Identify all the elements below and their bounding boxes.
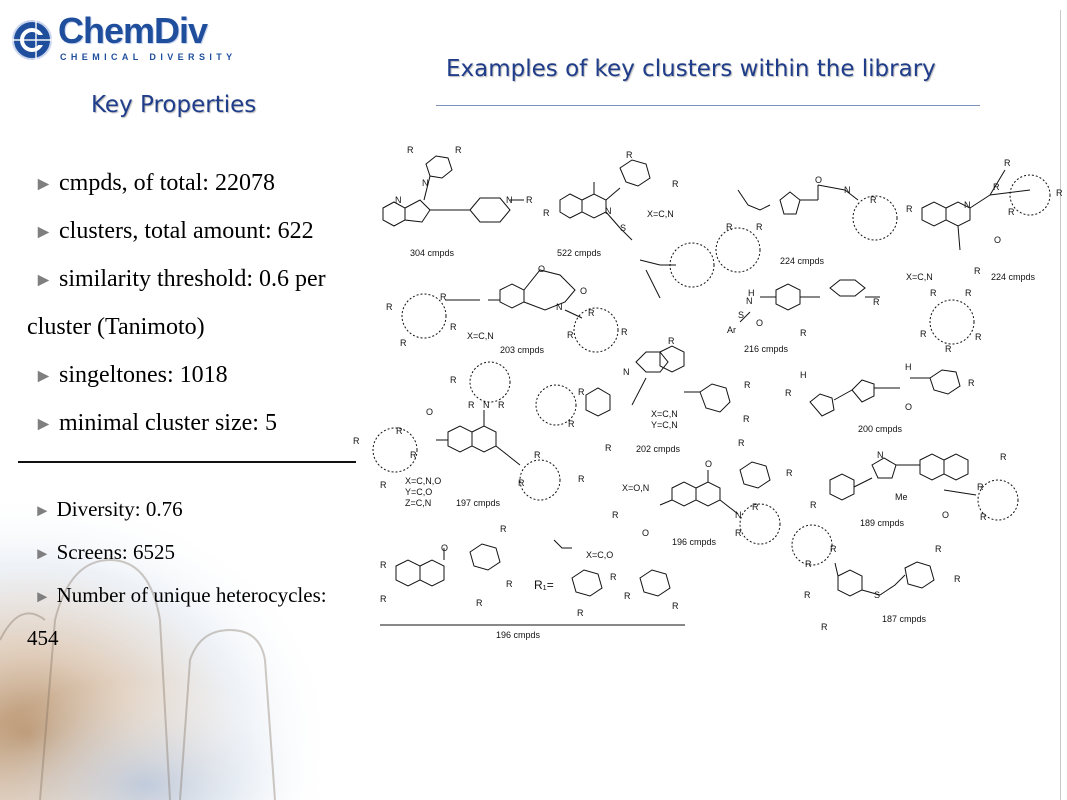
svg-text:R: R [407,145,414,155]
svg-text:R: R [610,572,617,582]
svg-text:R: R [468,400,475,410]
svg-text:R: R [974,266,981,276]
property-item: ► minimal cluster size: 5 [34,410,277,436]
svg-text:R: R [920,329,927,339]
property-continuation: cluster (Tanimoto) [27,314,205,340]
svg-text:R: R [744,380,751,390]
svg-text:N: N [964,200,971,210]
svg-text:R: R [1008,207,1015,217]
svg-text:R: R [945,344,952,354]
svg-text:R: R [526,195,533,205]
svg-text:R: R [396,426,403,436]
cluster-count-label: 216 cmpds [744,344,789,354]
svg-text:R: R [400,338,407,348]
cluster-count-label: 187 cmpds [882,614,927,624]
svg-text:R: R [726,222,733,232]
svg-text:R: R [1004,158,1011,168]
svg-text:R: R [353,436,360,446]
property-continuation: 454 [27,626,59,650]
property-item: ► singeltones: 1018 [34,362,228,388]
svg-text:N: N [556,302,563,312]
cluster-count-label: 224 cmpds [991,272,1036,282]
cluster-count-label: 202 cmpds [636,444,681,454]
clusters-heading: Examples of key clusters within the library [446,56,936,82]
triangle-bullet-icon: ► [34,174,53,195]
svg-text:R: R [612,510,619,520]
cluster-note-label: X=C,O [586,550,614,560]
svg-text:R: R [830,544,837,554]
svg-text:R: R [543,208,550,218]
svg-text:R: R [578,474,585,484]
svg-text:O: O [642,528,650,538]
property-item: ► cmpds, of total: 22078 [34,170,275,196]
svg-text:R: R [965,288,972,298]
svg-text:N: N [605,206,612,216]
structure-cluster-5 [402,270,618,352]
svg-text:N: N [844,185,851,195]
svg-text:R: R [906,204,913,214]
svg-text:R: R [380,480,387,490]
svg-text:R: R [870,195,877,205]
property-item-secondary: ► Number of unique heterocycles: [34,583,327,607]
cluster-count-label: 196 cmpds [496,630,541,640]
svg-text:R: R [800,328,807,338]
cluster-count-label: 189 cmpds [860,518,905,528]
svg-text:S: S [620,223,627,233]
svg-text:O: O [905,402,913,412]
svg-text:R: R [588,308,595,318]
svg-text:R: R [1000,452,1007,462]
structure-cluster-10 [660,462,780,544]
svg-text:R: R [672,601,679,611]
svg-text:N: N [746,296,753,306]
property-item: ► clusters, total amount: 622 [34,218,314,244]
svg-text:R: R [476,598,483,608]
svg-text:O: O [705,459,713,469]
svg-text:R: R [993,182,1000,192]
key-properties-heading: Key Properties [91,92,257,118]
svg-text:R: R [380,560,387,570]
triangle-bullet-icon: ► [34,414,53,435]
cluster-count-label: 224 cmpds [780,256,825,266]
svg-text:R: R [605,443,612,453]
structure-cluster-4 [922,170,1050,344]
svg-text:R: R [821,622,828,632]
svg-text:R: R [578,387,585,397]
triangle-bullet-icon: ► [34,222,53,243]
triangle-bullet-icon: ► [34,270,53,291]
svg-text:R: R [518,478,525,488]
cluster-note-label: X=C,N,O [405,476,442,486]
triangle-bullet-icon: ► [34,366,53,387]
svg-text:Me: Me [895,492,908,502]
svg-text:N: N [422,178,429,188]
svg-text:O: O [756,318,764,328]
svg-text:R: R [621,327,628,337]
structure-cluster-13 [792,525,934,596]
svg-text:O: O [942,510,950,520]
svg-text:R: R [1056,188,1063,198]
svg-text:H: H [800,370,807,380]
svg-text:N: N [395,195,402,205]
svg-text:R: R [735,528,742,538]
svg-text:R: R [805,559,812,569]
svg-text:O: O [815,175,823,185]
svg-text:R: R [450,322,457,332]
cluster-note-label: X=C,N [906,272,933,282]
cluster-note-label: Y=C,O [405,487,433,497]
triangle-bullet-icon: ► [34,544,51,563]
structure-cluster-11 [830,454,1018,520]
svg-text:O: O [994,235,1002,245]
svg-text:R: R [626,150,633,160]
structure-cluster-6 [740,280,880,322]
svg-text:R: R [386,302,393,312]
svg-text:R: R [786,468,793,478]
cluster-note-label: Z=C,N [405,498,432,508]
svg-text:O: O [441,543,449,553]
logo-wordmark: ChemDiv [58,10,208,51]
triangle-bullet-icon: ► [34,587,51,606]
svg-text:R: R [935,544,942,554]
svg-text:R: R [380,594,387,604]
svg-text:R: R [804,590,811,600]
svg-text:R: R [738,438,745,448]
svg-text:R: R [810,500,817,510]
svg-text:S: S [738,310,745,320]
svg-text:N: N [483,400,490,410]
svg-text:N: N [877,450,884,460]
svg-text:R: R [980,512,987,522]
cluster-count-label: 203 cmpds [500,345,545,355]
cluster-count-label: 197 cmpds [456,498,501,508]
property-item: ► similarity threshold: 0.6 per [34,266,326,292]
structure-cluster-1 [383,156,524,226]
svg-text:R: R [624,591,631,601]
structure-cluster-7 [536,346,730,425]
svg-text:R: R [672,179,679,189]
cluster-note-label: X=O,N [622,483,650,493]
svg-text:H: H [748,288,755,298]
svg-text:R: R [873,297,880,307]
svg-text:R: R [500,524,507,534]
structure-cluster-12 [380,540,685,625]
cluster-count-label: 200 cmpds [858,424,903,434]
cluster-count-label: 196 cmpds [672,537,717,547]
svg-text:S: S [874,590,881,600]
property-item-secondary: ► Screens: 6525 [34,540,176,564]
svg-text:R: R [785,388,792,398]
structure-cluster-8 [810,370,960,416]
cluster-note-label: X=C,N [467,331,494,341]
svg-text:R: R [568,419,575,429]
svg-text:R: R [455,145,462,155]
svg-text:R: R [506,579,513,589]
svg-text:Ar: Ar [727,325,736,335]
cluster-count-label: 522 cmpds [557,248,602,258]
logo-tagline: CHEMICAL DIVERSITY [60,52,237,62]
svg-text:R: R [743,414,750,424]
svg-text:R: R [752,502,759,512]
svg-text:R: R [534,450,541,460]
cluster-count-label: 304 cmpds [410,248,455,258]
svg-text:N: N [623,367,630,377]
svg-text:R: R [977,482,984,492]
triangle-bullet-icon: ► [34,501,51,520]
svg-text:R: R [410,450,417,460]
svg-text:R: R [567,330,574,340]
svg-text:R: R [975,332,982,342]
property-item-secondary: ► Diversity: 0.76 [34,497,183,521]
svg-text:H: H [905,362,912,372]
svg-text:R: R [930,288,937,298]
svg-text:R: R [968,378,975,388]
cluster-note-label: Y=C,N [651,420,678,430]
structure-cluster-2 [560,160,714,298]
svg-text:R: R [668,336,675,346]
cluster-r1-label: R₁= [534,578,554,592]
svg-text:O: O [426,407,434,417]
cluster-note-label: X=C,N [647,209,674,219]
svg-text:R: R [756,222,763,232]
svg-text:O: O [538,264,546,274]
svg-text:R: R [440,292,447,302]
svg-text:O: O [580,286,588,296]
svg-text:N: N [735,510,742,520]
svg-text:R: R [450,375,457,385]
svg-text:R: R [577,608,584,618]
cluster-note-label: X=C,N [651,409,678,419]
svg-text:N: N [506,195,513,205]
svg-text:R: R [498,400,505,410]
svg-text:R: R [954,574,961,584]
